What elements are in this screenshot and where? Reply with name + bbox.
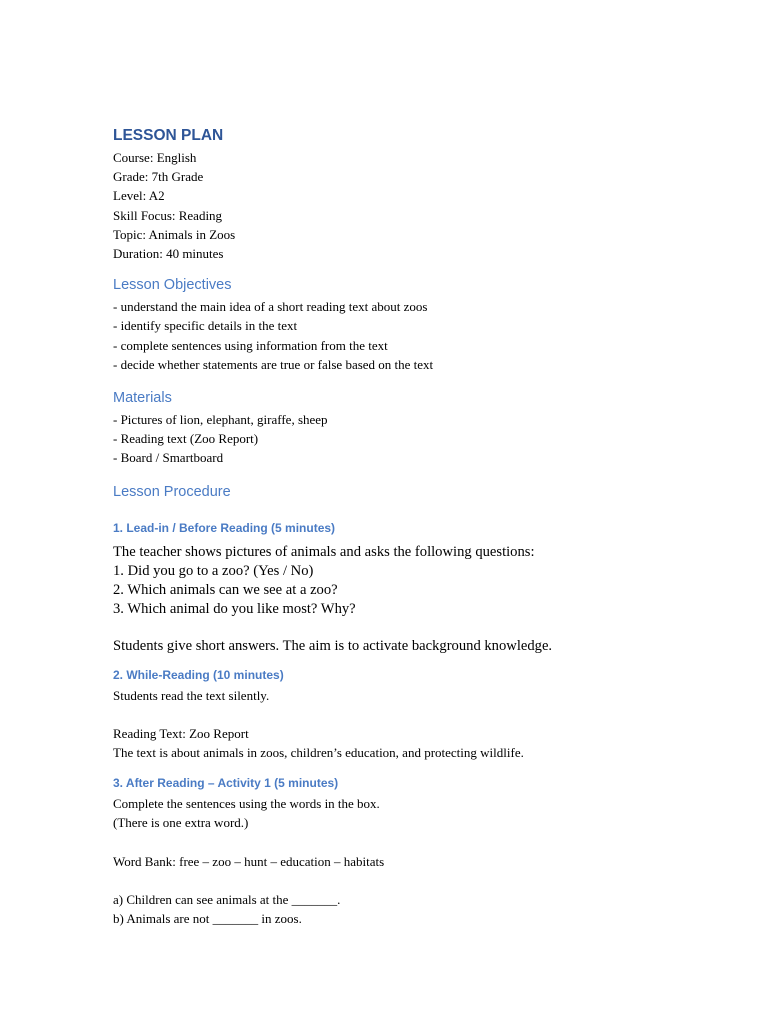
lead-in-intro: The teacher shows pictures of animals and asks the following questions: <box>113 543 535 560</box>
info-topic: Topic: Animals in Zoos <box>113 226 236 242</box>
lesson-plan-page <box>113 126 733 928</box>
list-item: - Board / Smartboard <box>113 450 224 466</box>
objectives-list <box>113 297 733 374</box>
materials-list <box>113 410 733 468</box>
info-course: Course: English <box>113 150 197 165</box>
info-grade: Grade: 7th Grade <box>113 169 204 185</box>
list-item: - Reading text (Zoo Report) <box>113 431 259 447</box>
lead-in-section <box>113 543 733 656</box>
course-info <box>113 148 733 263</box>
info-level: Level: A2 <box>113 188 165 204</box>
page-title: LESSON PLAN <box>113 127 224 144</box>
list-item: - decide whether statements are true or false based on the text <box>113 356 434 372</box>
sentence-item: b) Animals are not _______ in zoos. <box>113 911 302 927</box>
lead-in-heading: 1. Lead-in / Before Reading (5 minutes) <box>113 520 336 535</box>
sentence-item: a) Children can see animals at the _______. <box>113 891 341 907</box>
objectives-heading: Lesson Objectives <box>113 277 232 294</box>
reading-text-description: The text is about animals in zoos, children’s education, and protecting wildlife. <box>113 745 524 761</box>
while-reading-heading: 2. While-Reading (10 minutes) <box>113 667 284 682</box>
list-item: - Pictures of lion, elephant, giraffe, sheep <box>113 412 328 428</box>
lead-in-aim: Students give short answers. The aim is to activate background knowledge. <box>113 637 553 654</box>
procedure-heading: Lesson Procedure <box>113 483 231 500</box>
lead-in-question: 3. Which animal do you like most? Why? <box>113 600 356 617</box>
after-reading-note: (There is one extra word.) <box>113 815 249 831</box>
list-item: - understand the main idea of a short reading text about zoos <box>113 299 428 315</box>
materials-heading: Materials <box>113 390 172 407</box>
info-duration: Duration: 40 minutes <box>113 246 224 262</box>
lead-in-question: 2. Which animals can we see at a zoo? <box>113 581 338 598</box>
info-skill: Skill Focus: Reading <box>113 207 223 223</box>
after-reading-instruction: Complete the sentences using the words in the box. <box>113 796 380 812</box>
while-reading-instruction: Students read the text silently. <box>113 687 270 703</box>
while-reading-section <box>113 686 733 763</box>
list-item: - identify specific details in the text <box>113 318 298 334</box>
word-bank: Word Bank: free – zoo – hunt – education – habitats <box>113 853 385 869</box>
reading-text-title: Reading Text: Zoo Report <box>113 725 249 741</box>
list-item: - complete sentences using information from the text <box>113 337 388 353</box>
lead-in-question: 1. Did you go to a zoo? (Yes / No) <box>113 562 314 579</box>
after-reading-section <box>113 794 733 928</box>
after-reading-heading: 3. After Reading – Activity 1 (5 minutes) <box>113 776 339 791</box>
